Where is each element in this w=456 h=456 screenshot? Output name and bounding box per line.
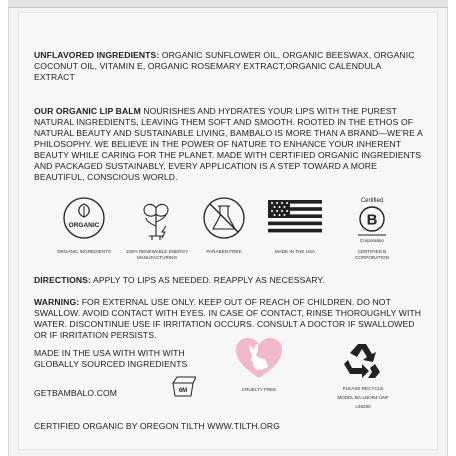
organic-badge-text: ORGANIC [68,222,100,229]
ingredients-text: ORGANIC SUNFLOWER OIL, ORGANIC BEESWAX, ORGANIC COCONUT OIL, VITAMIN E, ORGANIC ROSEMARY EXTRACT,ORGANIC CALENDULA EXTRACT [34,50,415,82]
badge-caption-paraben: PARABEN FREE [206,249,242,254]
badge-caption-usa: MADE IN THE USA [274,249,316,254]
cruelty-free-bunny-heart-icon [236,338,282,380]
recycle-icon [342,340,382,380]
badge-caption-organic: ORGANIC INGREDIENTS [56,249,112,254]
pao-label: 6M [178,388,188,394]
description-section [34,106,424,183]
description-heading: OUR ORGANIC LIP BALM [34,106,141,116]
website-text: GETBAMBALO.COM [34,388,118,398]
recycle-caption: PLEASE RECYCLE [342,386,384,391]
cruelty-free-caption: CRUELTY FREE [241,387,277,392]
period-after-opening-icon [170,376,196,398]
b-corp-corporation-text: Corporation [359,238,385,243]
directions-heading: DIRECTIONS: [34,275,91,285]
usa-flag-icon [268,200,322,236]
badge-caption-renewable: 100% RENEWABLE ENERGY MANUFACTURING [125,249,189,260]
badge-caption-bcorp: CERTIFIED B CORPORATION [355,249,389,260]
recycle-model-number: MODEL BA-LBOR4-UNF [337,395,389,400]
made-in-usa-text: MADE IN THE USA WITH WITH WITH GLOBALLY SOURCED INGREDIENTS [34,348,188,369]
renewable-energy-plant-icon [136,196,176,242]
b-corp-letter: B [366,211,378,229]
paraben-free-flask-icon [202,196,246,240]
package-top-flap [8,0,448,8]
ingredients-heading: UNFLAVORED INGREDIENTS: [34,50,160,60]
description-text: NOURISHES AND HYDRATES YOUR LIPS WITH THE PUREST NATURAL INGREDIENTS, LEAVING THEM SOFT AND SMOOTH. ROOTED IN THE ETHOS OF NATURAL BEAUTY AND SUSTAINABLE LIVING, BAMBALO IS MORE THAN A BRAND—WE'RE A PHILOSOPHY. WE BELIEVE IN THE POWER OF NATURE TO ENHANCE YOUR INHERENT BEAUTY WHILE CARING FOR THE PLANET. MADE WITH CERTIFIED ORGANIC INGREDIENTS AND PACKAGED SUSTAINABLY, EVERY APPLICATION IS A STEP TOWARD A MORE BEAUTIFUL, CONSCIOUS WORLD. [34,106,423,182]
directions-section [34,275,424,286]
warning-text: FOR EXTERNAL USE ONLY. KEEP OUT OF REACH OF CHILDREN. DO NOT SWALLOW. AVOID CONTACT WITH EYES. IN CASE OF CONTACT, RINSE THOROUGHLY WITH WATER. DISCONTINUE USE IF IRRITATION OCCURS. CONSULT A DOCTOR IF SWALLOWED OR IF IRRITATION PERSISTS. [34,297,422,340]
certification-text: CERTIFIED ORGANIC BY OREGON TILTH WWW.TILTH.ORG [34,421,280,431]
directions-text: APPLY TO LIPS AS NEEDED. REAPPLY AS NECESSARY. [92,275,325,285]
organic-leaf-icon [62,196,106,240]
b-corp-certified-text: Certified [360,198,384,204]
warning-section [34,297,424,341]
certified-b-corp-icon [352,196,392,246]
warning-heading: WARNING: [34,297,80,307]
recycle-lot-code: L38290 [355,404,371,409]
ingredients-section [34,50,424,83]
